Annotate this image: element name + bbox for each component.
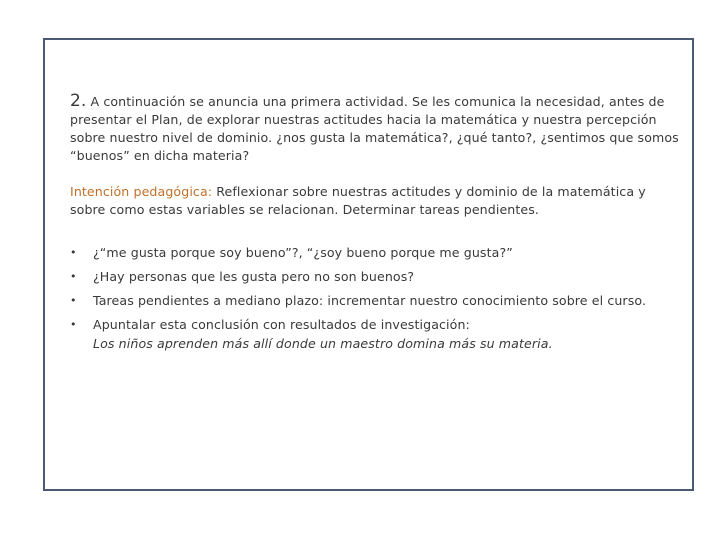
bullet-text: Tareas pendientes a mediano plazo: incrementar nuestro conocimiento sobre el curso. [93,293,647,308]
intro-rest: presentar el Plan, de explorar nuestras actitudes hacia la matemática y nuestra percepción sobre nuestro nivel de dominio. ¿nos gusta la matemática?, ¿qué tanto?, ¿sentimos que somos “buenos” en dicha materia? [70,112,679,163]
intro-paragraph [70,92,680,165]
bullet-text: Apuntalar esta conclusión con resultados de investigación: [93,317,470,332]
bullet-text: ¿Hay personas que les gusta pero no son buenos? [93,269,415,284]
bullet-icon: • [70,270,77,283]
bullet-icon: • [70,246,77,259]
intro-first-line: A continuación se anuncia una primera actividad. Se les comunica la necesidad, antes de [90,94,665,109]
intent-paragraph [70,183,680,219]
intent-label: Intención pedagógica: [70,184,213,199]
bullet-text: ¿“me gusta porque soy bueno”?, “¿soy bueno porque me gusta?” [93,245,513,260]
bullet-list [70,241,680,337]
bullet-item [70,289,680,313]
item-number: 2. [70,91,87,111]
intent-text: Reflexionar sobre nuestras actitudes y dominio de la matemática y sobre como estas variables se relacionan. Determinar tareas pendientes. [70,184,646,217]
research-quote: Los niños aprenden más allí donde un maestro domina más su materia. [93,336,553,351]
bullet-item [70,241,680,265]
slide-content [70,92,680,354]
bullet-icon: • [70,294,77,307]
bullet-icon: • [70,318,77,331]
bullet-item [70,265,680,289]
bullet-item [70,313,680,337]
